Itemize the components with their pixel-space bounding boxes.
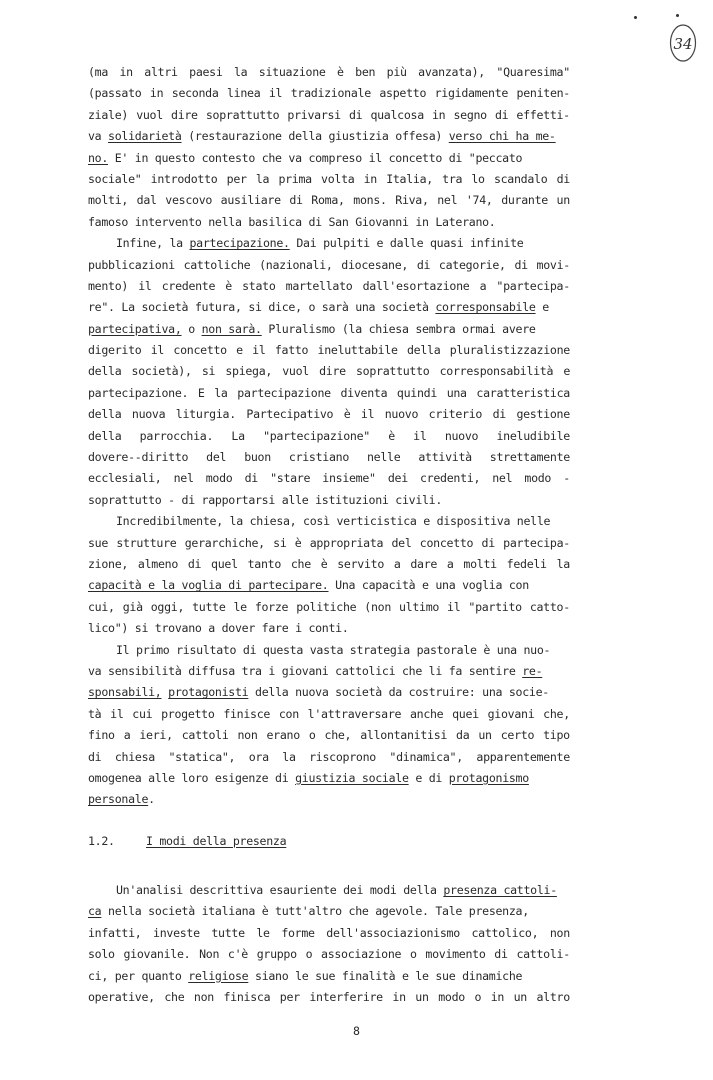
word: ineludibile (496, 428, 570, 443)
word: dei (387, 471, 408, 486)
page-number: 8 (353, 1024, 360, 1038)
word: un (513, 990, 527, 1005)
word: che, (543, 706, 570, 721)
word: cristiano (288, 450, 350, 465)
word: il (413, 428, 427, 443)
word: dal (136, 193, 157, 208)
word: tra (442, 171, 463, 186)
word: si (201, 364, 216, 379)
word: certo (500, 728, 535, 743)
word: vuol (136, 107, 163, 122)
word: che (290, 556, 311, 571)
word: più (386, 65, 407, 79)
word: modo (205, 471, 233, 486)
word: che (164, 990, 185, 1005)
word: o (305, 947, 313, 962)
text-line: omogenea alle loro esigenze di giustizia sociale e di protagonismo (88, 770, 529, 785)
word: è (320, 556, 328, 571)
word: quindi (396, 385, 438, 400)
word: (nazionali, (259, 257, 333, 272)
word: quei (452, 706, 479, 721)
word: mons. (353, 193, 387, 208)
word: a (393, 556, 401, 571)
word: fino (88, 728, 115, 743)
text-line (88, 361, 570, 382)
word: ieri, (139, 728, 173, 743)
word: quel (211, 556, 238, 571)
word: e (563, 364, 570, 379)
word: peniten- (516, 86, 570, 101)
word: effetti- (516, 107, 570, 122)
word: volta (321, 171, 355, 186)
word: "stare (270, 471, 311, 486)
word: la (556, 556, 570, 571)
text-line: Infine, la partecipazione. Dai pulpiti e dalle quasi infinite (116, 236, 524, 251)
word: di (514, 257, 528, 272)
word: "Quaresima" (496, 65, 570, 79)
word: un (415, 990, 429, 1005)
word: caratteristica (476, 385, 570, 400)
text-line: va solidarietà (restaurazione della giustizia offesa) verso chi ha me- (88, 129, 556, 144)
word: o (409, 947, 417, 962)
word: la (255, 171, 270, 186)
word: è (294, 535, 302, 550)
word: E (197, 385, 205, 400)
word: il (360, 407, 375, 422)
word: situazione (258, 65, 326, 79)
word: di (289, 193, 303, 208)
word: solo (88, 947, 115, 962)
word: forze (254, 599, 289, 614)
word: tradizionale (290, 86, 371, 101)
text-line (88, 83, 570, 104)
word: di (494, 107, 509, 122)
word: nelle (366, 450, 401, 465)
word: qualcosa (370, 107, 424, 122)
word: buon (244, 450, 271, 465)
text-line: re". La società futura, si dice, o sarà una società corresponsabile e (88, 300, 549, 315)
word: ziale) (88, 107, 129, 122)
word: della (88, 428, 122, 443)
word: riscoprono (309, 749, 376, 764)
word: altri (144, 65, 178, 79)
word: finisce (223, 706, 271, 721)
word: del (391, 535, 412, 550)
word: - (563, 471, 570, 486)
text-line: Il primo risultato di questa vasta strategia pastorale è una nuo- (116, 642, 551, 657)
word: ultimo (398, 599, 440, 614)
text-line (88, 944, 570, 965)
word: nel (437, 193, 458, 208)
word: zione, (88, 556, 129, 571)
word: tanto (247, 556, 282, 571)
text-line (88, 447, 570, 468)
word: dire (171, 107, 198, 122)
text-line (88, 426, 570, 447)
word: attività (418, 450, 472, 465)
word: la (214, 385, 228, 400)
word: operative, (88, 990, 155, 1005)
word: credente (161, 278, 216, 293)
word: di (556, 171, 570, 186)
word: è (225, 278, 232, 293)
word: introdotto (150, 171, 218, 186)
word: almeno (137, 556, 179, 571)
word: cattoliche (183, 257, 251, 272)
word: la (233, 65, 248, 79)
word: Riva, (395, 193, 429, 208)
word: vuol (282, 364, 309, 379)
text-line (88, 597, 570, 618)
word: in (431, 107, 446, 122)
word: gruppo (256, 947, 297, 962)
word: seconda (171, 86, 219, 101)
word: dare (410, 556, 438, 571)
word: diventa (340, 385, 388, 400)
word: società), (131, 364, 192, 379)
word: fatto (274, 343, 309, 358)
word: il (447, 599, 461, 614)
text-line: soprattutto - di rapportarsi alle istituzioni civili. (88, 492, 443, 507)
word: Roma, (311, 193, 345, 208)
word: cattolico, (471, 925, 539, 940)
word: tipo (543, 728, 570, 743)
word: è (343, 407, 351, 422)
word: gestione (516, 407, 570, 422)
text-line (88, 340, 570, 361)
word: credenti, (420, 471, 481, 486)
text-line (88, 105, 570, 126)
word: allontanitisi (360, 728, 448, 743)
word: tutte (192, 599, 226, 614)
word: Partecipativo (246, 407, 334, 422)
word: categorie, (438, 257, 506, 272)
word: appropriata (309, 535, 384, 550)
word: (passato (88, 86, 142, 101)
word: dall'esortazione (362, 278, 470, 293)
word: c'è (227, 947, 248, 962)
body-text (88, 62, 570, 1008)
word: giovanile. (123, 947, 191, 962)
word: di (187, 556, 202, 571)
word: corresponsabilità (439, 364, 554, 379)
text-line: sponsabili, protagonisti della nuova società da costruire: una socie- (88, 685, 549, 700)
word: La (231, 428, 245, 443)
word: soprattutto (355, 364, 430, 379)
text-line (88, 255, 570, 276)
text-line: Un'analisi descrittiva esauriente dei modi della presenza cattoli- (116, 883, 557, 898)
word: già (122, 599, 143, 614)
word: o (308, 728, 316, 743)
word: strutture (116, 535, 177, 550)
word: nuovo (384, 407, 419, 422)
word: insieme" (322, 471, 376, 486)
word: di (481, 535, 495, 550)
word: il (150, 343, 165, 358)
word: erano (266, 728, 300, 743)
word: "partecipazione" (263, 428, 370, 443)
word: partecipazione (237, 385, 331, 400)
word: della (88, 364, 122, 379)
text-line (88, 923, 570, 944)
word: "partecipa- (496, 278, 570, 293)
text-line: va sensibilità diffusa tra i giovani cattolici che li fa sentire re- (88, 663, 543, 678)
word: infatti, (88, 925, 142, 940)
word: da (456, 728, 470, 743)
word: cui, (88, 599, 115, 614)
word: della (88, 407, 122, 422)
word: privarsi (287, 107, 341, 122)
word: forme (281, 925, 315, 940)
word: (non (364, 599, 392, 614)
text-line (88, 533, 570, 554)
word: '74, (465, 193, 493, 208)
word: sue (88, 535, 109, 550)
text-line (88, 704, 570, 725)
word: nuova (131, 407, 166, 422)
text-line (88, 987, 570, 1008)
word: in (490, 990, 505, 1005)
word: oggi, (150, 599, 185, 614)
word: la (282, 749, 296, 764)
word: criterio (428, 407, 483, 422)
word: di (416, 257, 431, 272)
word: tutte (211, 925, 245, 940)
word: scandalo (493, 171, 548, 186)
word: ineluttabile (317, 343, 398, 358)
word: digerito (88, 343, 142, 358)
word: liturgia. (175, 407, 236, 422)
word: pluralistizzazione (449, 343, 570, 358)
word: con (278, 706, 299, 721)
text-line: famoso intervento nella basilica di San Giovanni in Laterano. (88, 214, 496, 229)
word: cui (132, 706, 153, 721)
word: "partito (468, 599, 522, 614)
word: anche (409, 706, 444, 721)
word: un (478, 728, 492, 743)
word: del (206, 450, 227, 465)
word: dell'associazionismo (326, 925, 460, 940)
word: partecipa- (503, 535, 570, 550)
word: ausiliare (220, 193, 281, 208)
word: a (446, 556, 454, 571)
word: rigidamente (434, 86, 509, 101)
word: strettamente (489, 450, 570, 465)
word: sociale" (88, 171, 142, 186)
word: il (268, 86, 283, 101)
word: dovere--diritto (88, 450, 189, 465)
word: linea (227, 86, 261, 101)
word: segno (453, 107, 487, 122)
word: prima (278, 171, 312, 186)
word: una (446, 385, 467, 400)
word: non (549, 925, 570, 940)
word: mento) (88, 278, 129, 293)
word: in (392, 990, 406, 1005)
word: spiega, (225, 364, 273, 379)
word: finisca (223, 990, 271, 1005)
word: gerarchiche, (184, 535, 265, 550)
word: vescovo (165, 193, 213, 208)
text-line: lico") si trovano a dover fare i conti. (88, 621, 349, 636)
word: a (479, 278, 487, 293)
word: cattoli- (516, 947, 570, 962)
svg-text:34: 34 (673, 35, 693, 53)
word: tà (88, 706, 102, 721)
word: politiche (296, 599, 357, 614)
word: in (119, 65, 133, 79)
word: il (138, 278, 152, 293)
word: di (88, 749, 102, 764)
word: un (556, 193, 570, 208)
word: associazione (321, 947, 402, 962)
word: paesi (189, 65, 223, 79)
text-line: capacità e la voglia di partecipare. Una capacità e una voglia con (88, 578, 529, 593)
word: di (244, 471, 258, 486)
word: servito (337, 556, 384, 571)
word: per (226, 171, 247, 186)
word: giovani (487, 706, 535, 721)
word: investe (153, 925, 200, 940)
word: a (123, 728, 131, 743)
text-line (88, 725, 570, 746)
word: avanzata), (418, 65, 485, 79)
text-line: ca nella società italiana è tutt'altro che agevole. Tale presenza, (88, 904, 529, 919)
handwritten-folio-number (668, 22, 698, 64)
text-line: personale. (88, 792, 155, 807)
word: movimento (425, 947, 486, 962)
word: catto- (529, 599, 570, 614)
word: è (337, 65, 344, 79)
word: non (193, 990, 214, 1005)
word: di (494, 947, 508, 962)
word: in (363, 171, 377, 186)
word: Italia, (386, 171, 433, 186)
text-line (88, 190, 570, 211)
word: altro (536, 990, 570, 1005)
word: durante (501, 193, 548, 208)
word: Non (199, 947, 220, 962)
word: le (256, 925, 270, 940)
word: di (492, 407, 506, 422)
word: martellato (285, 278, 353, 293)
word: nel (492, 471, 513, 486)
text-line: no. E' in questo contesto che va compreso il concetto di "peccato (88, 150, 523, 165)
word: partecipazione. (88, 385, 189, 400)
word: che, (324, 728, 352, 743)
word: in (149, 86, 164, 101)
word: molti, (88, 193, 129, 208)
word: non (237, 728, 258, 743)
word: parrocchia. (139, 428, 214, 443)
text-line (88, 747, 570, 768)
word: le (233, 599, 247, 614)
word: di (348, 107, 363, 122)
text-line (88, 169, 570, 190)
word: il (110, 706, 124, 721)
word: stato (242, 278, 276, 293)
word: fedeli (506, 556, 547, 571)
section-title: I modi della presenza (146, 833, 287, 848)
word: si (273, 535, 287, 550)
word: nuovo (444, 428, 479, 443)
word: per (279, 990, 300, 1005)
word: progetto (161, 706, 215, 721)
section-number: 1.2. (88, 833, 115, 848)
text-line (88, 383, 570, 404)
word: della (407, 343, 441, 358)
word: soprattutto (205, 107, 280, 122)
word: apparentemente (476, 749, 570, 764)
word: (ma (88, 65, 109, 79)
word: è (388, 428, 395, 443)
word: cattoli (181, 728, 229, 743)
section-heading (88, 831, 570, 852)
text-line: partecipativa, o non sarà. Pluralismo (la chiesa sembra ormai avere (88, 321, 536, 336)
word: nel (173, 471, 194, 486)
text-line (88, 62, 570, 83)
word: "dinamica", (389, 749, 463, 764)
word: o (474, 990, 482, 1005)
word: diocesane, (341, 257, 409, 272)
word: concetto (419, 535, 474, 550)
text-line (88, 276, 570, 297)
word: molti (463, 556, 497, 571)
word: chiesa (114, 749, 155, 764)
text-line (88, 468, 570, 489)
word: lo (471, 171, 485, 186)
word: interferire (309, 990, 383, 1005)
word: movi- (536, 257, 570, 272)
word: modo (524, 471, 552, 486)
text-line (88, 554, 570, 575)
text-line (88, 404, 570, 425)
word: pubblicazioni (88, 257, 175, 272)
word: ben (355, 65, 376, 79)
word: "statica", (168, 749, 236, 764)
word: ecclesiali, (88, 471, 162, 486)
text-line: ci, per quanto religiose siano le sue finalità e le sue dinamiche (88, 968, 523, 983)
word: aspetto (379, 86, 427, 101)
word: ora (248, 749, 269, 764)
word: il (252, 343, 266, 358)
word: dire (319, 364, 346, 379)
word: concetto (173, 343, 227, 358)
text-line: Incredibilmente, la chiesa, così verticistica e dispositiva nelle (116, 514, 551, 529)
word: modo (438, 990, 465, 1005)
word: e (236, 343, 243, 358)
word: l'attraversare (307, 706, 402, 721)
